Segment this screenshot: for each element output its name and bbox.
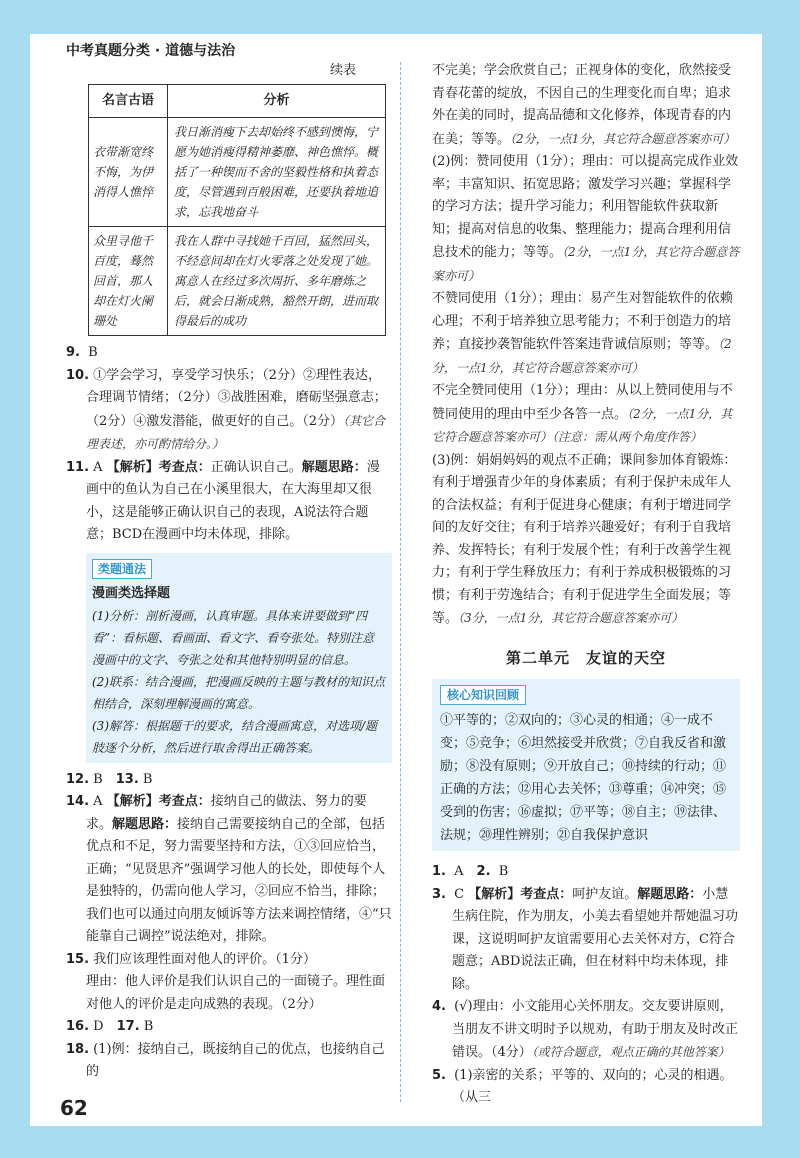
answer-12-13: 12. B 13. B <box>66 771 153 787</box>
page-number: 62 <box>60 1096 88 1120</box>
core-review-tag: 核心知识回顾 <box>440 685 526 705</box>
quote-analysis-table <box>88 84 386 336</box>
method-step-3: (3)解答：根据题干的要求，结合漫画寓意，对选项/题肢逐个分析，然后进行取舍得出正确答案。 <box>92 718 378 755</box>
answer-18-part2-partial: 不完全赞同使用（1分）；理由：从以上赞同使用与不赞同使用的理由中至少各答一点。（2分，一点1分，其它符合题意答案亦可）（注意：需从两个角度作答） <box>432 383 733 444</box>
core-review-text: ①平等的；②双向的；③心灵的相通；④一成不变；⑤竞争；⑥坦然接受并欣赏；⑦自我反省和激励；⑧没有原则；⑨开放自己；⑩持续的行动；⑪正确的方法；⑫用心去关怀；⑬尊重；⑭冲突；⑮受到的伤害；⑯虚拟；⑰平等；⑱自主；⑲法律、法规；⑳理性辨别；㉑自我保护意识 <box>440 713 727 843</box>
method-tag: 类题通法 <box>92 559 152 579</box>
answer-14: 14. A 【解析】考查点：接纳自己的做法、努力的要求。解题思路：接纳自己需要接纳自己的全部，包括优点和不足，努力需要坚持和方法，①③回应恰当，正确；“见贤思齐”强调学习他人的长处，即使每个人是独特的，仍需向他人学习，②回应不恰当，排除；我们也可以通过向朋友倾诉等方法来调控情绪，④“只能靠自己调控”说法绝对，排除。 <box>66 794 392 944</box>
unit2-answer-4: 4. (√)理由：小文能用心关怀朋友。交友要讲原则，当朋友不讲文明时予以规劝，有助于朋友及时改正错误。（4分）（或符合题意，观点正确的其他答案） <box>432 999 739 1060</box>
table-row <box>89 118 386 227</box>
unit-title: 第二单元 友谊的天空 <box>505 648 666 667</box>
table-header-row <box>89 85 386 118</box>
answer-18-part2-agree: (2)例：赞同使用（1分）；理由：可以提高完成作业效率；丰富知识、拓宽思路；激发学习兴趣；掌握科学的学习方法；提升学习能力；利用智能软件获取新知；提高对信息的收集、整理能力；提高合理利用信息技术的能力；等等。（2分，一点1分，其它符合题意答案亦可） <box>432 154 740 283</box>
answer-18: 18. (1)例：接纳自己，既接纳自己的优点，也接纳自己的 <box>66 1041 385 1079</box>
analysis-cell: 我日渐消瘦下去却始终不感到懊悔，宁愿为她消瘦得精神萎靡、神色憔悴。概括了一种锲而不舍的坚毅性格和执着态度，尽管遇到百般困难，还要执着地追求，忘我地奋斗 <box>168 118 386 227</box>
left-frame-band <box>0 0 30 1158</box>
answer-11: 11. A 【解析】考查点：正确认识自己。解题思路：漫画中的鱼认为自己在小溪里很大，在大海里却又很小，这是能够正确认识自己的表现，A说法符合题意；BCD在漫画中均未体现，排除。 <box>66 459 380 542</box>
analysis-cell: 我在人群中寻找她千百回，猛然回头，不经意间却在灯火零落之处发现了她。寓意人在经过多次周折、多年磨炼之后，就会日渐成熟，豁然开朗，进而取得最后的成功 <box>168 227 386 336</box>
method-step-2: (2)联系：结合漫画，把漫画反映的主题与教材的知识点相结合，深刻理解漫画的寓意。 <box>92 674 386 711</box>
answer-16-17: 16. D 17. B <box>66 1019 154 1034</box>
unit2-answer-3: 3. C 【解析】考查点：呵护友谊。解题思路：小慧生病住院，作为朋友，小美去看望她并帮她温习功课，这说明呵护友谊需要用心去关怀对方，C符合题意；ABD说法正确，但在材料中均未体现，排除。 <box>432 886 739 992</box>
method-step-1: (1)分析：剖析漫画，认真审题。具体来讲要做到“四看”：看标题、看画面、看文字、看夸张处。特别注意漫画中的文字、夸张之处和其他特别明显的信息。 <box>92 608 375 667</box>
answer-18-part3: (3)例：娟娟妈妈的观点不正确；课间参加体育锻炼：有利于增强青少年的身体素质；有利于保护未成年人的合法权益；有利于促进身心健康；有利于增进同学间的友好交往；有利于培养兴趣爱好；有利于自我培养、发挥特长；有利于发展个性；有利于改善学生视力；有利于学生释放压力；有利于养成积极锻炼的习惯；有利于劳逸结合；有利于促进学生全面发展；等等。（3分，一点1分，其它符合题意答案亦可） <box>432 452 737 626</box>
header-analysis: 分析 <box>168 85 386 118</box>
quote-cell: 衣带渐宽终不悔，为伊消得人憔悴 <box>89 118 168 227</box>
answer-18-continued: 不完美；学会欣赏自己；正视身体的变化，欣然接受青春花蕾的绽放，不因自己的生理变化而自卑；追求外在美的同时，提高品德和文化修养，体现青春的内在美；等等。（2分，一点1分，其它符合题意答案亦可） <box>432 63 736 147</box>
quote-cell: 众里寻他千百度，蓦然回首，那人却在灯火阑珊处 <box>89 227 168 336</box>
method-box <box>86 553 392 763</box>
unit2-answer-5: 5. (1)亲密的关系；平等的、双向的；心灵的相遇。（从三 <box>432 1067 733 1105</box>
answer-9: 9. B <box>66 345 98 360</box>
core-review-box <box>432 679 740 851</box>
top-frame-band <box>0 0 800 34</box>
bottom-frame-band <box>0 1126 800 1158</box>
answer-18-part2-disagree: 不赞同使用（1分）；理由：易产生对智能软件的依赖心理；不利于培养独立思考能力；不利于创造力的培养；直接抄袭智能软件答案违背诚信原则；等等。（2分，一点1分，其它符合题意答案亦可） <box>432 291 733 375</box>
table-row <box>89 227 386 336</box>
answer-10: 10. ①学会学习，享受学习快乐；（2分）②理性表达，合理调节情绪；（2分）③战胜困难，磨砺坚强意志；（2分）④激发潜能，做更好的自己。（2分）（其它合理表述，亦可酌情给分。） <box>66 367 387 451</box>
right-column <box>432 60 740 1110</box>
left-column <box>66 60 392 1084</box>
right-frame-band <box>762 0 800 1158</box>
answer-15: 15. 我们应该理性面对他人的评价。（1分） 理由：他人评价是我们认识自己的一面镜子。理性面对他人的评价是走向成熟的表现。（2分） <box>66 951 386 1012</box>
continued-label: 续表 <box>329 63 356 78</box>
column-divider <box>400 62 401 1102</box>
unit2-answer-1-2: 1. A 2. B <box>432 864 509 879</box>
running-header: 中考真题分类 · 道德与法治 <box>66 43 236 59</box>
header-quote: 名言古语 <box>89 85 168 118</box>
method-title: 漫画类选择题 <box>92 585 171 601</box>
